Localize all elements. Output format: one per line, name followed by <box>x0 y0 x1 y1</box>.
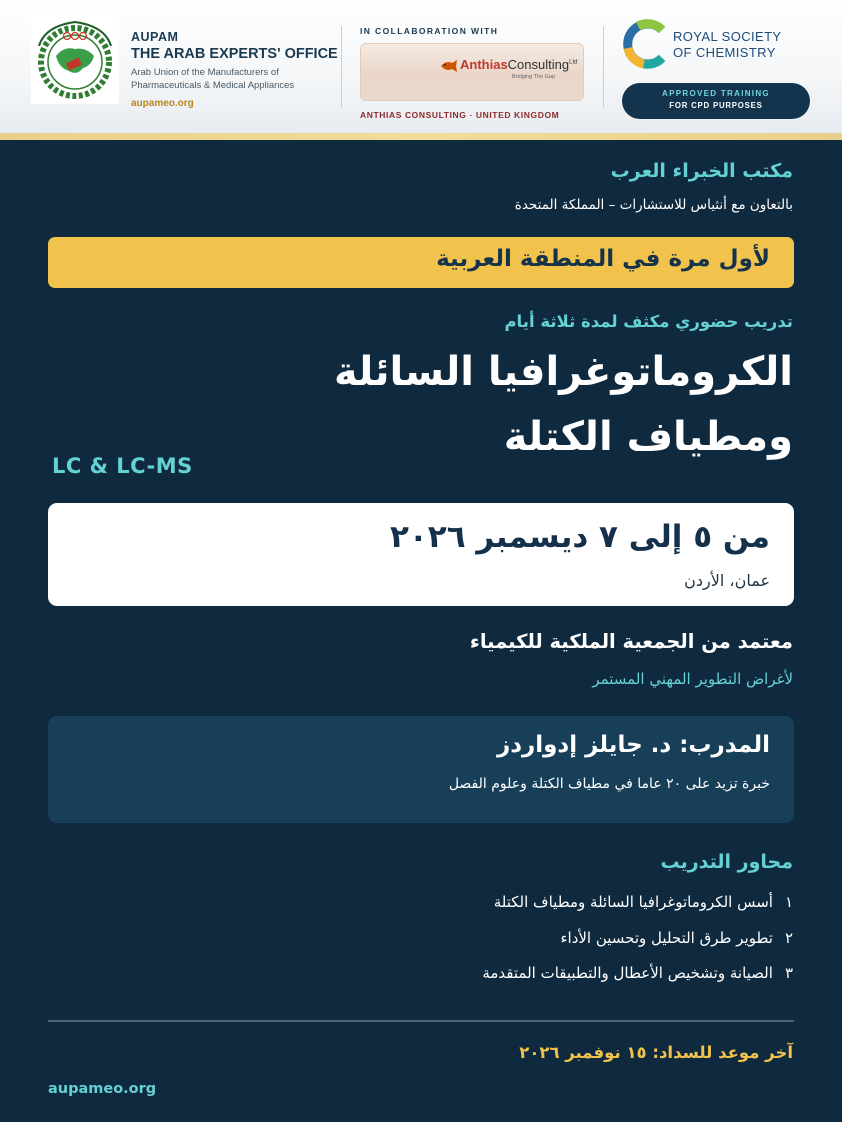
trainer-name: المدرب: د. جايلز إدواردز <box>496 732 770 758</box>
aupam-text-block <box>131 30 338 109</box>
anthias-tagline: Bridging The Gap <box>512 74 556 80</box>
rsc-line2: OF CHEMISTRY <box>673 45 776 60</box>
topic-text: تطوير طرق التحليل وتحسين الأداء <box>560 929 773 947</box>
course-title-latin: LC & LC-MS <box>52 454 193 478</box>
topic-item <box>482 964 793 982</box>
trainer-card <box>48 716 794 823</box>
training-type: تدريب حضوري مكثف لمدة ثلاثة أيام <box>504 312 793 331</box>
course-title-line1: الكروماتوغرافيا السائلة <box>333 349 793 395</box>
rsc-cpd-badge <box>622 83 810 119</box>
topic-number: ٣ <box>784 964 793 982</box>
topic-item <box>560 929 793 947</box>
topic-text: الصيانة وتشخيص الأعطال والتطبيقات المتقدمة <box>482 964 773 982</box>
office-subtitle: بالتعاون مع أنثياس للاستشارات – المملكة المتحدة <box>514 197 793 213</box>
first-time-banner <box>48 237 794 288</box>
header-separator <box>341 26 342 108</box>
aupam-url[interactable]: aupameo.org <box>131 98 194 109</box>
date-card <box>48 503 794 606</box>
topic-number: ٢ <box>784 929 793 947</box>
collaboration-title: IN COLLABORATION WITH <box>360 26 499 36</box>
anthias-ltd: Ltd <box>569 59 578 66</box>
course-date: من ٥ إلى ٧ ديسمبر ٢٠٢٦ <box>389 519 770 555</box>
footer-divider <box>48 1020 794 1022</box>
footer-url[interactable]: aupameo.org <box>48 1081 157 1097</box>
accreditation-subtitle: لأغراض التطوير المهني المستمر <box>592 670 793 688</box>
topics-heading: محاور التدريب <box>660 851 793 873</box>
payment-deadline: آخر موعد للسداد: ١٥ نوفمبر ٢٠٢٦ <box>519 1043 793 1062</box>
rsc-wordmark <box>673 29 782 61</box>
anthias-word-a: Anthias <box>460 57 508 72</box>
office-name: مكتب الخبراء العرب <box>610 160 793 182</box>
topic-number: ١ <box>784 893 793 911</box>
course-location: عمان، الأردن <box>684 571 770 590</box>
accreditation: معتمد من الجمعية الملكية للكيمياء <box>469 630 793 653</box>
anthias-wordmark <box>460 57 577 72</box>
aupam-subtitle-line2: Pharmaceuticals & Medical Appliances <box>131 80 295 91</box>
aupam-abbr: AUPAM <box>131 30 179 44</box>
header-gold-rule <box>0 133 842 140</box>
trainer-experience: خبرة تزيد على ٢٠ عاما في مطياف الكتلة وعلوم الفصل <box>448 776 770 792</box>
aupam-subtitle-line1: Arab Union of the Manufacturers of <box>131 67 279 78</box>
rsc-line1: ROYAL SOCIETY <box>673 29 782 44</box>
aupam-subtitle <box>131 66 331 92</box>
topic-text: أسس الكروماتوغرافيا السائلة ومطياف الكتلة <box>493 893 773 911</box>
aupam-name: THE ARAB EXPERTS' OFFICE <box>131 46 338 62</box>
header-band <box>0 0 842 134</box>
rsc-badge-line2: FOR CPD PURPOSES <box>669 101 763 110</box>
anthias-logo-box <box>360 43 584 101</box>
collaboration-label: ANTHIAS CONSULTING · UNITED KINGDOM <box>360 110 560 120</box>
course-title-line2: ومطياف الكتلة <box>503 414 793 460</box>
rsc-c-icon <box>622 18 670 70</box>
rsc-badge-line1: APPROVED TRAINING <box>662 89 770 98</box>
anthias-fish-icon <box>440 58 458 72</box>
header-separator <box>603 26 604 108</box>
aupam-emblem-icon <box>31 16 119 104</box>
banner-text: لأول مرة في المنطقة العربية <box>436 246 770 272</box>
anthias-word-b: Consulting <box>507 57 570 72</box>
topic-item <box>494 893 793 911</box>
